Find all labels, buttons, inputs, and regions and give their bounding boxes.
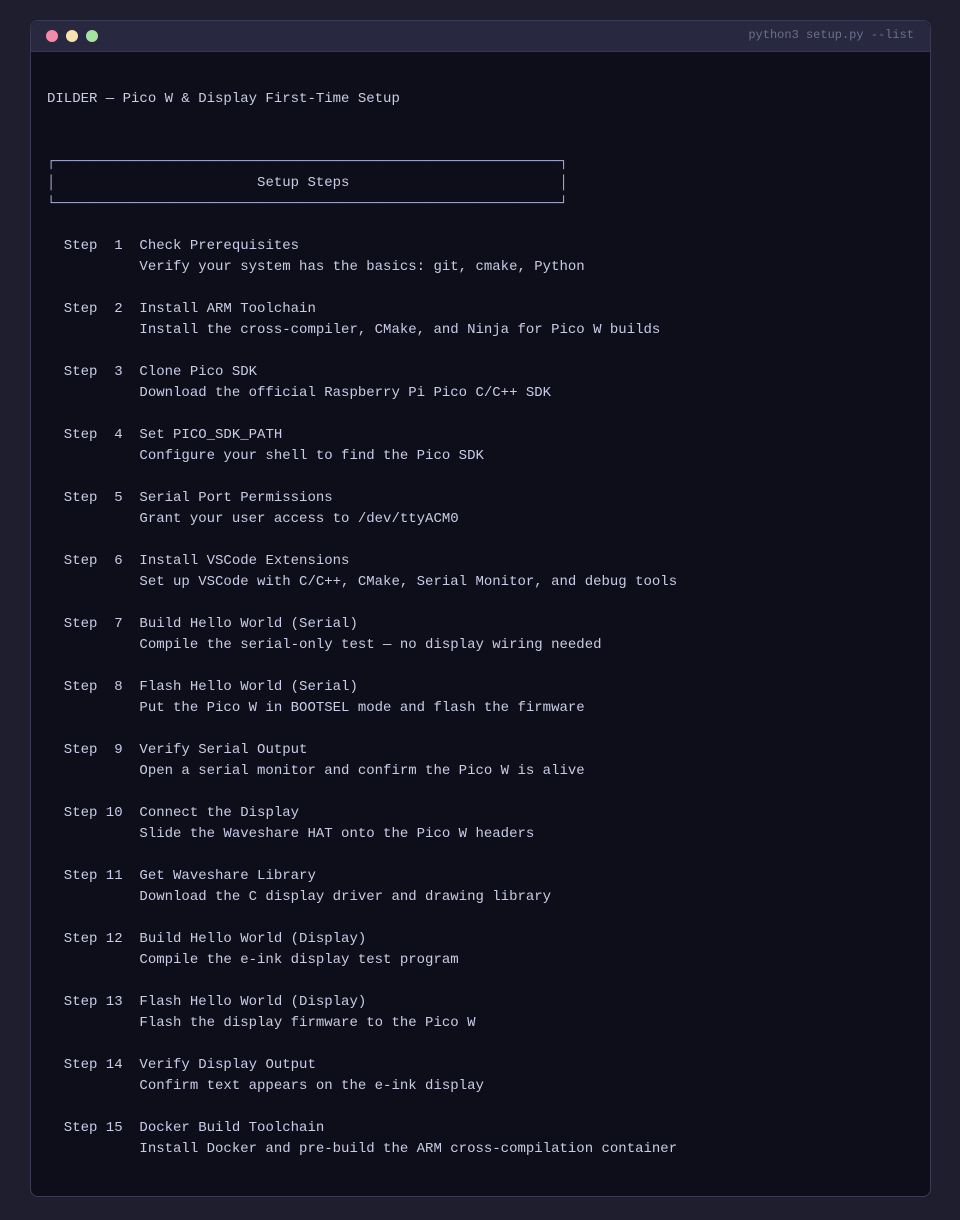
step-name: Verify Display Output bbox=[139, 1057, 316, 1073]
step-number: Step 7 bbox=[47, 616, 140, 632]
step-description: Download the C display driver and drawing library bbox=[47, 889, 552, 905]
step-description: Flash the display firmware to the Pico W bbox=[47, 1015, 476, 1031]
step-item bbox=[47, 551, 930, 614]
step-number: Step 15 bbox=[47, 1120, 140, 1136]
step-item bbox=[47, 929, 930, 992]
box-title: Setup Steps bbox=[257, 175, 350, 191]
terminal-output bbox=[31, 52, 930, 1160]
step-description: Compile the serial-only test — no display wiring needed bbox=[47, 637, 602, 653]
box-header: │ Setup Steps │ bbox=[47, 175, 568, 191]
step-description: Set up VSCode with C/C++, CMake, Serial Monitor, and debug tools bbox=[47, 574, 678, 590]
step-number: Step 6 bbox=[47, 553, 140, 569]
step-description: Slide the Waveshare HAT onto the Pico W headers bbox=[47, 826, 535, 842]
close-button[interactable] bbox=[46, 30, 58, 42]
step-item bbox=[47, 299, 930, 362]
step-item bbox=[47, 425, 930, 488]
step-name: Build Hello World (Serial) bbox=[139, 616, 358, 632]
step-number: Step 13 bbox=[47, 994, 140, 1010]
step-description: Install Docker and pre-build the ARM cross-compilation container bbox=[47, 1141, 678, 1157]
minimize-button[interactable] bbox=[66, 30, 78, 42]
step-number: Step 5 bbox=[47, 490, 140, 506]
step-name: Docker Build Toolchain bbox=[139, 1120, 325, 1136]
step-number: Step 8 bbox=[47, 679, 140, 695]
step-description: Open a serial monitor and confirm the Pico W is alive bbox=[47, 763, 585, 779]
step-name: Build Hello World (Display) bbox=[139, 931, 367, 947]
step-item bbox=[47, 236, 930, 299]
box-top-border: ┌────────────────────────────────────────────────────────────┐ bbox=[47, 154, 568, 170]
maximize-button[interactable] bbox=[86, 30, 98, 42]
step-number: Step 3 bbox=[47, 364, 140, 380]
window-command: python3 setup.py --list bbox=[748, 28, 914, 42]
step-description: Confirm text appears on the e-ink display bbox=[47, 1078, 484, 1094]
setup-title: DILDER — Pico W & Display First-Time Setup bbox=[47, 91, 400, 107]
step-name: Set PICO_SDK_PATH bbox=[139, 427, 283, 443]
step-item bbox=[47, 992, 930, 1055]
step-item bbox=[47, 803, 930, 866]
step-description: Download the official Raspberry Pi Pico C/C++ SDK bbox=[47, 385, 552, 401]
step-number: Step 11 bbox=[47, 868, 140, 884]
step-name: Install ARM Toolchain bbox=[139, 301, 316, 317]
step-name: Check Prerequisites bbox=[139, 238, 300, 254]
step-item bbox=[47, 740, 930, 803]
step-number: Step 4 bbox=[47, 427, 140, 443]
step-name: Flash Hello World (Display) bbox=[139, 994, 367, 1010]
step-name: Flash Hello World (Serial) bbox=[139, 679, 358, 695]
step-name: Install VSCode Extensions bbox=[139, 553, 350, 569]
step-item bbox=[47, 1118, 930, 1160]
step-number: Step 14 bbox=[47, 1057, 140, 1073]
step-name: Serial Port Permissions bbox=[139, 490, 333, 506]
step-number: Step 9 bbox=[47, 742, 140, 758]
step-description: Install the cross-compiler, CMake, and Ninja for Pico W builds bbox=[47, 322, 661, 338]
step-description: Grant your user access to /dev/ttyACM0 bbox=[47, 511, 459, 527]
step-item bbox=[47, 614, 930, 677]
step-number: Step 2 bbox=[47, 301, 140, 317]
title-bar bbox=[31, 21, 930, 52]
step-number: Step 1 bbox=[47, 238, 140, 254]
step-item bbox=[47, 677, 930, 740]
step-item bbox=[47, 488, 930, 551]
step-number: Step 10 bbox=[47, 805, 140, 821]
step-item bbox=[47, 866, 930, 929]
step-item bbox=[47, 362, 930, 425]
step-name: Clone Pico SDK bbox=[139, 364, 258, 380]
step-description: Verify your system has the basics: git, cmake, Python bbox=[47, 259, 585, 275]
terminal-window bbox=[30, 20, 931, 1197]
step-number: Step 12 bbox=[47, 931, 140, 947]
step-name: Connect the Display bbox=[139, 805, 300, 821]
step-description: Put the Pico W in BOOTSEL mode and flash the firmware bbox=[47, 700, 585, 716]
step-item bbox=[47, 1055, 930, 1118]
step-description: Compile the e-ink display test program bbox=[47, 952, 459, 968]
steps-list bbox=[47, 236, 930, 1160]
step-description: Configure your shell to find the Pico SDK bbox=[47, 448, 484, 464]
box-bottom-border: └────────────────────────────────────────────────────────────┘ bbox=[47, 196, 568, 212]
step-name: Verify Serial Output bbox=[139, 742, 308, 758]
step-name: Get Waveshare Library bbox=[139, 868, 316, 884]
